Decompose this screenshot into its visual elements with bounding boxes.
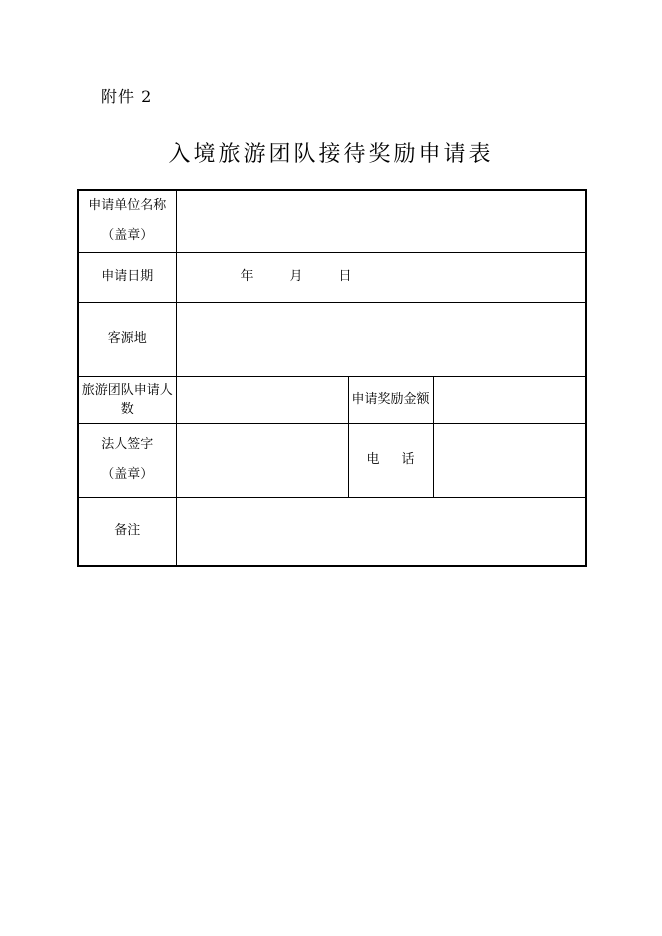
attachment-label: 附件 2 (101, 87, 153, 106)
phone-label-cell (348, 423, 433, 497)
row-source-region (78, 302, 586, 376)
phone-label-char-2: 话 (401, 452, 415, 467)
application-date-value[interactable] (176, 252, 586, 302)
group-count-label-cell (78, 376, 176, 423)
row-group-count (78, 376, 586, 423)
applicant-unit-seal: （盖章） (101, 228, 154, 244)
applicant-unit-value[interactable] (176, 190, 586, 252)
row-legal-signature (78, 423, 586, 497)
application-date-label: 申请日期 (78, 252, 176, 302)
phone-value[interactable] (433, 423, 586, 497)
row-remarks (78, 497, 586, 566)
legal-signature-value[interactable] (176, 423, 348, 497)
form-title: 入境旅游团队接待奖励申请表 (168, 142, 494, 167)
applicant-unit-label-cell (78, 190, 176, 252)
date-day-label: 日 (338, 269, 352, 284)
remarks-value[interactable] (176, 497, 586, 566)
reward-amount-value[interactable] (433, 376, 586, 423)
phone-label-char-1: 电 (366, 452, 380, 467)
row-application-date (78, 252, 586, 302)
date-year-label: 年 (240, 269, 254, 284)
legal-signature-label-cell (78, 423, 176, 497)
application-form-table (77, 189, 587, 567)
date-month-label: 月 (289, 269, 303, 284)
group-count-label: 旅游团队申请人数 (81, 382, 173, 417)
reward-amount-label: 申请奖励金额 (351, 392, 430, 407)
source-region-label: 客源地 (78, 302, 176, 376)
legal-signature-label: 法人签字 (101, 437, 154, 452)
remarks-label: 备注 (78, 497, 176, 566)
applicant-unit-label: 申请单位名称 (88, 198, 167, 214)
group-count-value[interactable] (176, 376, 348, 423)
reward-amount-label-cell (348, 376, 433, 423)
source-region-value[interactable] (176, 302, 586, 376)
legal-signature-seal: （盖章） (101, 467, 154, 482)
row-applicant-unit (78, 190, 586, 252)
